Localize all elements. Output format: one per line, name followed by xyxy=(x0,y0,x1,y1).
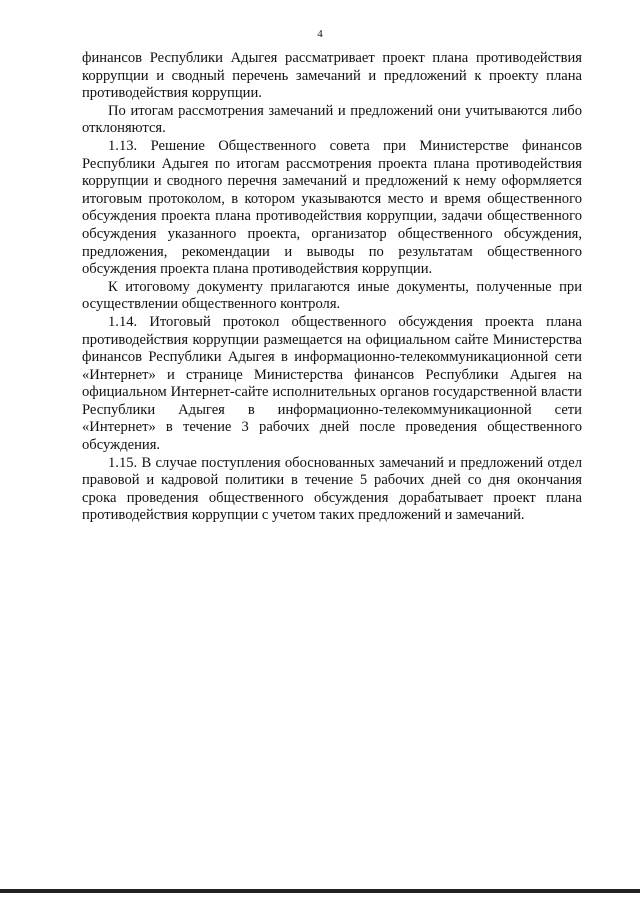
paragraph-continuation: финансов Республики Адыгея рассматривает проект плана противодействия коррупции и сводный перечень замечаний и предложений к проекту плана противодействия коррупции. xyxy=(82,50,582,102)
paragraph-1-13: 1.13. Решение Общественного совета при Министерстве финансов Республики Адыгея по итогам рассмотрения проекта плана противодействия коррупции и сводного перечня замечаний и предложений к нему оформляется итоговым протоколом, в котором указываются место и время общественного обсуждения проекта плана противодействия коррупции, задачи общественного обсуждения указанного проекта, организатор общественного обсуждения, предложения, рекомендации и выводы по результатам общественного обсуждения проекта плана противодействия коррупции. xyxy=(82,137,582,278)
document-body xyxy=(82,50,582,525)
scan-bottom-edge xyxy=(0,889,640,893)
paragraph-attachments: К итоговому документу прилагаются иные документы, полученные при осуществлении общественного контроля. xyxy=(82,278,582,313)
page-number: 4 xyxy=(317,28,323,40)
paragraph-review-result: По итогам рассмотрения замечаний и предложений они учитываются либо отклоняются. xyxy=(82,102,582,137)
paragraph-1-15: 1.15. В случае поступления обоснованных замечаний и предложений отдел правовой и кадровой политики в течение 5 рабочих дней со дня окончания срока проведения общественного обсуждения дорабатывает проект плана противодействия коррупции с учетом таких предложений и замечаний. xyxy=(82,454,582,524)
paragraph-1-14: 1.14. Итоговый протокол общественного обсуждения проекта плана противодействия коррупции размещается на официальном сайте Министерства финансов Республики Адыгея в информационно-телекоммуникационной сети «Интернет» и странице Министерства финансов Республики Адыгея на официальном Интернет-сайте исполнительных органов государственной власти Республики Адыгея в информационно-телекоммуникационной сети «Интернет» в течение 3 рабочих дней после проведения общественного обсуждения. xyxy=(82,313,582,454)
